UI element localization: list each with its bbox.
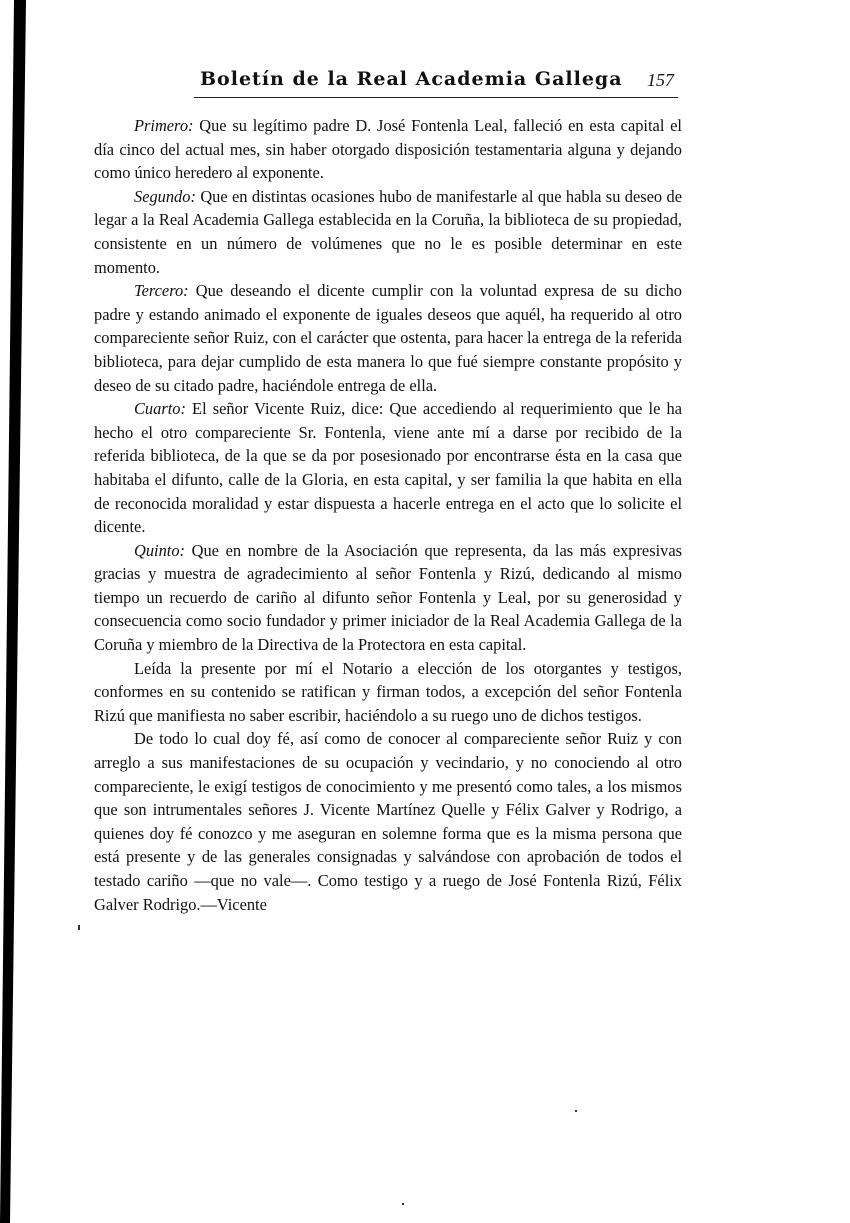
page-header bbox=[200, 64, 678, 98]
paragraph-fe-notarial bbox=[94, 727, 682, 916]
paragraph-lead: Segundo: bbox=[134, 186, 196, 206]
paragraph-text: Leída la presente por mí el Notario a elección de los otorgantes y testigos, conformes en su contenido se ratifican y firman todos, a excepción del señor Fontenla Rizú que manifiesta no saber escribir, haciéndolo a su ruego uno de dichos testigos. bbox=[94, 658, 682, 725]
scan-speck bbox=[402, 1203, 404, 1205]
scan-edge-shadow bbox=[0, 0, 26, 1223]
paragraph-text: Que en nombre de la Asociación que representa, da las más expresivas gracias y muestra de agradecimiento al señor Fontenla y Rizú, dedicando al mismo tiempo un recuerdo de cariño al difunto señor Fontenla y Leal, por su generosidad y consecuencia como socio fundador y primer iniciador de la Real Academia Gallega de la Coruña y miembro de la Directiva de la Protectora en esta capital. bbox=[94, 540, 682, 655]
running-title: Boletín de la Real Academia Gallega bbox=[200, 68, 623, 90]
scan-speck bbox=[575, 1110, 577, 1112]
paragraph-lead: Primero: bbox=[134, 116, 194, 135]
document-body bbox=[94, 114, 682, 916]
paragraph-quinto bbox=[94, 539, 682, 657]
page-number: 157 bbox=[647, 70, 674, 90]
paragraph-segundo bbox=[94, 185, 682, 279]
paragraph-text: De todo lo cual doy fé, así como de conocer al compareciente señor Ruiz y con arreglo a sus manifestaciones de su ocupación y vecindario, y no conociendo al otro compareciente, le exigí testigos de conocimiento y me presentó como tales, a los mismos que son intrumentales señores J. Vicente Martínez Quelle y Félix Galver y Rodrigo, a quienes doy fé conozco y me aseguran en solemne forma que es la misma persona que está presente y de las generales consignadas y salvándose con aprobación de todos el testado cariño —que no vale—. Como testigo y a ruego de José Fontenla Rizú, Félix Galver Rodrigo.—Vicente bbox=[94, 729, 682, 914]
paragraph-primero bbox=[94, 114, 682, 185]
paragraph-tercero bbox=[94, 279, 682, 397]
paragraph-lectura bbox=[94, 657, 682, 728]
paragraph-text: Que su legítimo padre D. José Fontenla Leal, falleció en esta capital el día cinco del actual mes, sin haber otorgado disposición testamentaria alguna y dejando como único heredero al exponente. bbox=[94, 116, 682, 183]
paragraph-lead: Tercero: bbox=[134, 281, 189, 301]
paragraph-text: Que en distintas ocasiones hubo de manifestarle al que habla su deseo de legar a la Real Academia Gallega establecida en la Coruña, la biblioteca de su propiedad, consistente en un número de volúmenes que no le es posible determinar en este momento. bbox=[94, 186, 682, 277]
header-rule bbox=[194, 97, 678, 98]
paragraph-text: Que deseando el dicente cumplir con la voluntad expresa de su dicho padre y estando animado el exponente de iguales deseos que aquél, ha requerido al otro compareciente señor Ruiz, con el carácter que ostenta, para hacer la entrega de la referida biblioteca, para dejar cumplido de esta manera lo que fué siempre constante propósito y deseo de su citado padre, haciéndole entrega de ella. bbox=[94, 281, 682, 395]
paragraph-lead: Quinto: bbox=[134, 540, 185, 560]
scan-speck bbox=[78, 925, 80, 930]
paragraph-lead: Cuarto: bbox=[134, 399, 186, 419]
paragraph-text: El señor Vicente Ruiz, dice: Que accediendo al requerimiento que le ha hecho el otro compareciente Sr. Fontenla, viene ante mí a darse por recibido de la referida biblioteca, de la que se da por posesionado por encontrarse ésta en la casa que habitaba el difunto, calle de la Gloria, en esta capital, y ser familia la que habita en ella de reconocida moralidad y estar dispuesta a hacerle entrega en el acto que lo solicite el dicente. bbox=[94, 399, 682, 537]
paragraph-cuarto bbox=[94, 397, 682, 539]
